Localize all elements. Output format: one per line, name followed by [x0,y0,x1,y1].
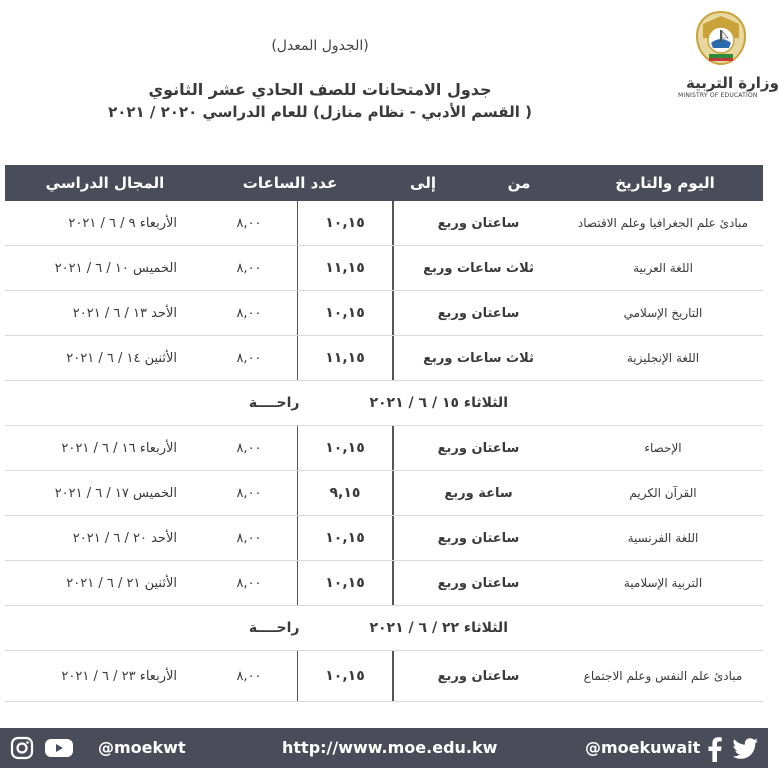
rest-day-row [5,381,763,426]
rest-day-date: الثلاثاء ١٥ / ٦ / ٢٠٢١ [369,395,508,411]
twitter-icon[interactable] [730,736,760,762]
instagram-icon[interactable] [10,736,34,760]
revised-label: (الجدول المعدل) [271,38,369,54]
rest-day-date: الثلاثاء ٢٢ / ٦ / ٢٠٢١ [369,620,508,636]
website-link[interactable]: http://www.moe.edu.kw [282,738,498,757]
cell-day: الخميس ١٠ / ٦ / ٢٠٢١ [54,260,177,276]
table-row [5,291,763,336]
table-row [5,426,763,471]
table-row [5,246,763,291]
header-to: إلى [410,174,436,192]
cell-from: ٨,٠٠ [236,350,262,366]
cell-hours: ساعتان وربع [393,291,563,335]
cell-from: ٨,٠٠ [236,440,262,456]
cell-subject: التربية الإسلامية [623,575,703,590]
cell-hours: ساعة وربع [393,471,563,515]
youtube-icon[interactable] [44,736,74,760]
header-day: اليوم والتاريخ [615,174,715,192]
cell-day: الأربعاء ٩ / ٦ / ٢٠٢١ [68,215,177,231]
cell-hours: ساعتان وربع [393,426,563,470]
cell-to: ١٠,١٥ [297,426,393,470]
rest-label: راحــــة [248,395,300,411]
cell-subject: التاريخ الإسلامي [623,305,703,320]
page-subtitle: ( القسم الأدبي - نظام منازل) للعام الدراسي ٢٠٢٠ / ٢٠٢١ [108,103,532,121]
table-row [5,651,763,702]
cell-subject: مبادئ علم الجغرافيا وعلم الاقتصاد [577,215,749,230]
table-row [5,336,763,381]
footer-bar [0,728,768,768]
cell-hours: ساعتان وربع [393,201,563,245]
cell-subject: القرآن الكريم [629,485,697,500]
cell-hours: ساعتان وربع [393,651,563,701]
cell-subject: مبادئ علم النفس وعلم الاجتماع [583,668,743,683]
cell-hours: ثلاث ساعات وربع [393,246,563,290]
cell-hours: ثلاث ساعات وربع [393,336,563,380]
cell-subject: اللغة الإنجليزية [626,350,700,365]
exam-schedule-table [5,165,763,702]
handle-left-link[interactable]: @moekwt [98,738,186,757]
rest-day-row [5,606,763,651]
cell-from: ٨,٠٠ [236,305,262,321]
facebook-icon[interactable] [704,736,724,762]
ministry-name-ar: وزارة التربية [686,74,779,92]
cell-subject: اللغة العربية [633,260,693,275]
cell-from: ٨,٠٠ [236,485,262,501]
table-row [5,201,763,246]
page-title: جدول الامتحانات للصف الحادي عشر الثانوي [148,80,492,99]
cell-day: الأثنين ١٤ / ٦ / ٢٠٢١ [66,350,177,366]
header-from: من [507,174,531,192]
cell-day: الخميس ١٧ / ٦ / ٢٠٢١ [54,485,177,501]
ministry-name-en: MINISTRY OF EDUCATION [678,92,758,99]
cell-to: ١٠,١٥ [297,651,393,701]
handle-right-link[interactable]: @moekuwait [585,738,701,757]
header-subject: المجال الدراسي [45,174,165,192]
cell-from: ٨,٠٠ [236,215,262,231]
cell-from: ٨,٠٠ [236,530,262,546]
cell-to: ١١,١٥ [297,246,393,290]
cell-to: ١٠,١٥ [297,291,393,335]
cell-subject: اللغة الفرنسية [627,530,699,545]
cell-to: ١٠,١٥ [297,201,393,245]
cell-from: ٨,٠٠ [236,260,262,276]
cell-day: الأربعاء ١٦ / ٦ / ٢٠٢١ [61,440,177,456]
header-hours: عدد الساعات [242,174,338,192]
cell-to: ١٠,١٥ [297,561,393,605]
table-row [5,561,763,606]
cell-to: ٩,١٥ [297,471,393,515]
cell-hours: ساعتان وربع [393,516,563,560]
cell-subject: الإحصاء [644,440,682,455]
cell-day: الأحد ٢٠ / ٦ / ٢٠٢١ [72,530,177,546]
page-heading [100,38,540,121]
kuwait-emblem-icon [695,10,747,66]
rest-label: راحــــة [248,620,300,636]
table-row [5,516,763,561]
cell-hours: ساعتان وربع [393,561,563,605]
cell-day: الأثنين ٢١ / ٦ / ٢٠٢١ [66,575,177,591]
cell-to: ١١,١٥ [297,336,393,380]
cell-day: الأحد ١٣ / ٦ / ٢٠٢١ [72,305,177,321]
ministry-logo [678,10,779,99]
table-row [5,471,763,516]
table-header [5,165,763,201]
cell-from: ٨,٠٠ [236,575,262,591]
cell-to: ١٠,١٥ [297,516,393,560]
cell-day: الأربعاء ٢٣ / ٦ / ٢٠٢١ [61,668,177,684]
cell-from: ٨,٠٠ [236,668,262,684]
